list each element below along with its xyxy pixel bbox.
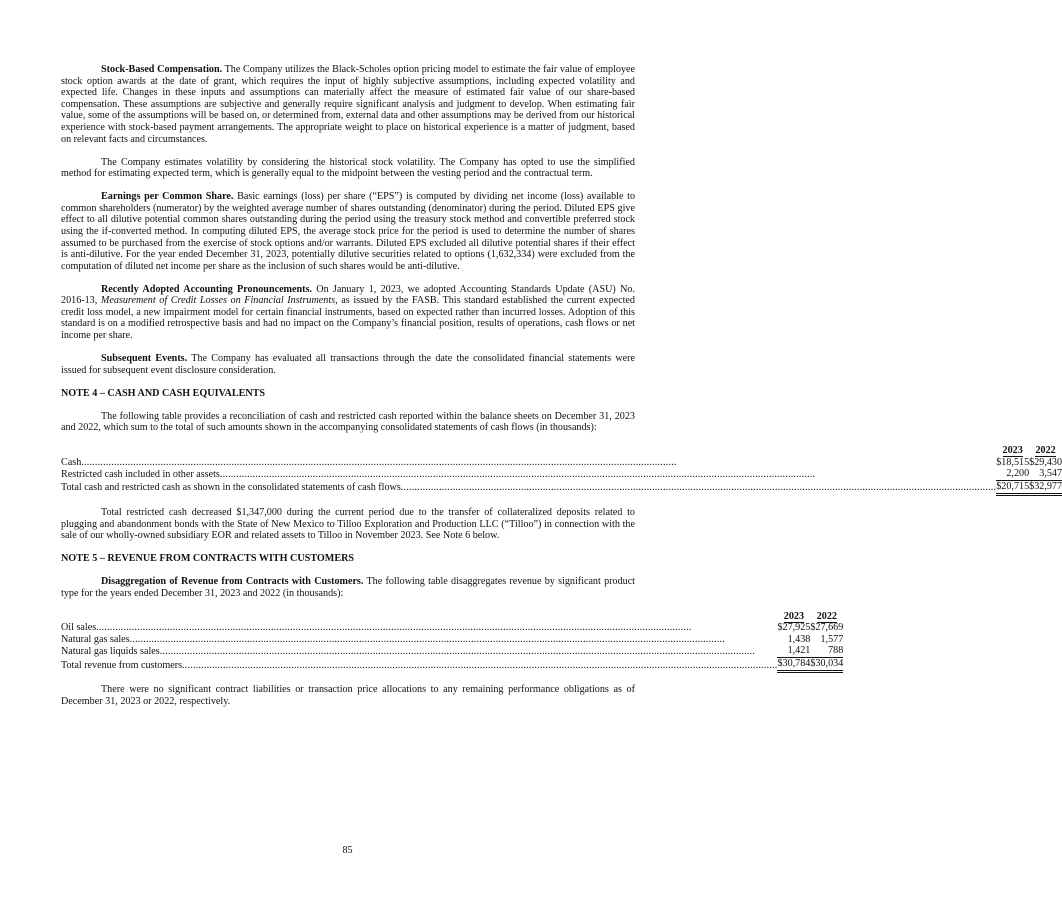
row-label: Natural gas sales (61, 633, 130, 645)
recent-body-post: , as issued by the FASB. This standard established the current expected credit loss model, a new impairment model for certain financial instruments, based on expected rather than incurred losses. Adoption of this standard is on a modified retrospective basis and had no impact on the Company’s financial position, results of operations, cash flows or net income per share. (61, 295, 635, 342)
value-2022: 32,977 (1034, 480, 1062, 494)
value-2023: 20,715 (1001, 480, 1029, 494)
value-2023: 27,925 (782, 622, 811, 634)
table-total-row: Total cash and restricted cash as shown in the consolidated statements of cash flows .......................................................................................................................................................................................................................... $ 20,715 $ 32,977 (61, 480, 1062, 494)
note5-after-paragraph: There were no significant contract liabilities or transaction price allocations to any remaining performance obligations as of December 31, 2023 or 2022, respectively. (61, 684, 635, 707)
table-row: Natural gas liquids sales .......................................................................................................................................................................................................................... 1,421 788 (61, 645, 844, 657)
cash-reconciliation-table (61, 445, 1062, 495)
col-2022-header: 2022 (1035, 445, 1056, 457)
value-2022: 788 (815, 645, 843, 657)
note4-heading: NOTE 4 – CASH AND CASH EQUIVALENTS (61, 387, 266, 399)
dollar-sign: $ (777, 622, 783, 634)
note4-after-paragraph: Total restricted cash decreased $1,347,000 during the current period due to the transfer of collateralized deposits related to plugging and abandonment bonds with the State of New Mexico to Tilloo Exploration and Production LLC (“Tilloo”) in connection with the sale of our wholly-owned subsidiary EOR and related assets to Tilloo in November 2023. See Note 6 below. (61, 506, 635, 542)
note5-intro (61, 576, 635, 599)
table-row: Oil sales .......................................................................................................................................................................................................................... $ 27,925 $ 27,669 (61, 622, 844, 634)
note5-heading: NOTE 5 – REVENUE FROM CONTRACTS WITH CUSTOMERS (61, 553, 355, 565)
value-2023: 2,200 (1001, 468, 1029, 480)
table-total-row: Total revenue from customers .......................................................................................................................................................................................................................... $ 30,784 $ 30,034 (61, 658, 844, 671)
subsequent-title: Subsequent Events. (101, 353, 188, 365)
dollar-sign: $ (996, 480, 1001, 494)
subsequent-body: The Company has evaluated all transactions through the date the consolidated financial statements were issued for subsequent event disclosure consideration. (61, 353, 635, 376)
value-2022: 30,034 (815, 658, 843, 672)
table-header-row (61, 611, 843, 623)
row-label: Cash (61, 456, 82, 468)
revenue-table (61, 611, 843, 673)
stock-comp-paragraph (61, 64, 635, 145)
dollar-sign: $ (996, 456, 1002, 468)
dollar-sign: $ (1029, 480, 1034, 494)
dollar-sign: $ (1029, 456, 1035, 468)
volatility-paragraph: The Company estimates volatility by considering the historical stock volatility. The Company has opted to use the simplified method for estimating expected term, which is generally equal to the midpoint between the vesting period and the contractual term. (61, 156, 635, 180)
note4-intro: The following table provides a reconciliation of cash and restricted cash reported within the balance sheets on December 31, 2023 and 2022, which sum to the total of such amounts shown in the accompanying consolidated statements of cash flows (in thousands): (61, 410, 635, 434)
dollar-sign: $ (810, 658, 815, 672)
row-label: Total revenue from customers (61, 659, 183, 671)
note5-intro-body: The following table disaggregates revenue by significant product type for the years ended December 31, 2023 and 2022 (in thousands): (61, 576, 635, 599)
table-row: Natural gas sales .......................................................................................................................................................................................................................... 1,438 1,577 (61, 633, 844, 645)
dollar-sign: $ (810, 622, 816, 634)
table-row: Restricted cash included in other assets .......................................................................................................................................................................................................................... 2,200 3,547 (61, 468, 1062, 480)
eps-title: Earnings per Common Share. (101, 191, 234, 203)
row-label: Total cash and restricted cash as shown in the consolidated statements of cash flows (61, 482, 401, 494)
table-header-row (61, 445, 1062, 457)
value-2023: 30,784 (783, 658, 811, 672)
row-label: Natural gas liquids sales (61, 645, 160, 657)
value-2023: 1,421 (783, 645, 811, 657)
value-2023: 18,515 (1001, 456, 1030, 468)
document-page (61, 64, 1062, 719)
eps-paragraph (61, 191, 635, 272)
row-label: Restricted cash included in other assets (61, 468, 220, 480)
page-number: 85 (342, 845, 353, 856)
value-2023: 1,438 (787, 633, 811, 645)
eps-body: Basic earnings (loss) per share (“EPS”) is computed by dividing net income (loss) available to common shareholders (numerator) by the weighted average number of shares outstanding (denominator) during the period. Diluted EPS give effect to all dilutive potential common shares outstanding during the period using the treasury stock method and convertible preferred stock using the if-converted method. In computing diluted EPS, the average stock price for the period is used to determine the number of shares assumed to be purchased from the exercise of stock options and/or warrants. Diluted EPS excluded all dilutive potential shares if their effect is anti-dilutive. For the year ended December 31, 2023, potentially dilutive securities related to options (1,632,334) were excluded from the computation of diluted net income per share as the inclusion of such shares would be anti-dilutive. (61, 191, 636, 272)
note5-title: Disaggregation of Revenue from Contracts with Customers. (101, 576, 364, 588)
recent-pronouncements-paragraph (61, 284, 635, 342)
dollar-sign: $ (777, 658, 782, 672)
value-2022: 27,669 (815, 622, 844, 634)
table-row: Cash .......................................................................................................................................................................................................................... $ 18,515 $ 29,430 (61, 456, 1062, 468)
recent-body-pre: On January 1, 2023, we adopted Accounting Standards Update (ASU) No. 2016-13, (61, 283, 635, 307)
row-label: Oil sales (61, 622, 97, 634)
value-2022: 1,577 (820, 633, 844, 645)
value-2022: 29,430 (1034, 456, 1062, 468)
subsequent-events-paragraph (61, 353, 635, 376)
col-2022-header: 2022 (816, 610, 837, 622)
recent-body-italic: Measurement of Credit Losses on Financial Instruments (100, 295, 336, 307)
value-2022: 3,547 (1034, 468, 1062, 480)
col-2023-header: 2023 (1002, 445, 1023, 457)
stock-comp-body: The Company utilizes the Black-Scholes option pricing model to estimate the fair value of employee stock option awards at the date of grant, which requires the input of highly subjective assumptions, including expected volatility and expected life. Changes in these inputs and assumptions can materially affect the measure of estimated fair value of our share-based compensation. These assumptions are subjective and generally require significant analysis and judgment to develop. When estimating fair value, some of the assumptions will be based on, or determined from, external data and other assumptions may be derived from our historical experience with stock-based payment arrangements. The appropriate weight to place on historical experience is a matter of judgment, based on relevant facts and circumstances. (61, 64, 635, 145)
col-2023-header: 2023 (783, 610, 805, 622)
recent-title: Recently Adopted Accounting Pronouncements. (101, 283, 312, 295)
stock-comp-title: Stock-Based Compensation. (101, 64, 223, 75)
